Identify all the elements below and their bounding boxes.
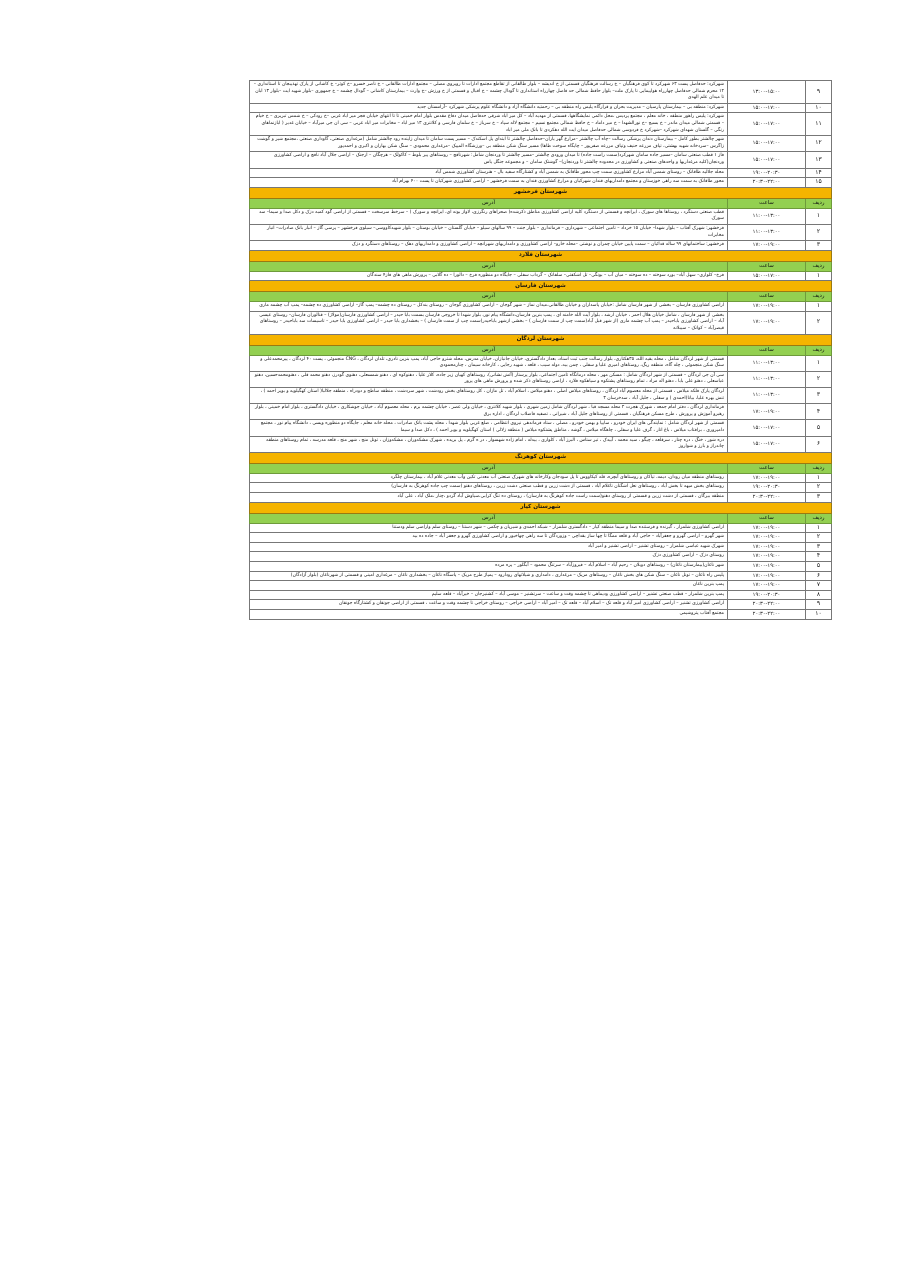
time-slot: ۱۵:۰۰-۱۷:۰۰ [728, 152, 806, 168]
address-cell: قطب صنعتی دستگرد ، روستاها های سورک ، ایرانچه و قسمتی از دستگرد کلیه اراضی کشاورزی مناطق ذکرشده( صحراهای رنگرزی، لاواز بونه ای، ایرانچه و سورک ) – سرخط سرسخت – قسمتی از اراضی گود کمبه دزک و دکل صدا و سیما– سد سورک [250, 208, 728, 224]
row-number: ۱ [806, 473, 832, 483]
table-row [250, 178, 832, 188]
column-header-row [250, 198, 832, 208]
address-cell: اراضی کشاورزی فارسان – بخشی از شهر فارسان شامل :خیابان پاسداران و خیابان طالقانی،میدان نماز – شهر گوجان – اراضی کشاورزی گوجان – روستای بندکل – روستای ده چشمه– پمپ گاز– اراضی کشاورزی ده چشمه– پمپ آب چشمه ماری [250, 302, 728, 312]
row-number: ۱۰ [806, 103, 832, 113]
time-slot: ۱۱:۰۰-۱۳:۰۰ [728, 355, 806, 371]
header-row-number: ردیف [806, 463, 832, 473]
time-slot: ۱۱:۰۰-۱۳:۰۰ [728, 388, 806, 404]
header-row-number: ردیف [806, 261, 832, 271]
time-slot: ۲۰:۳۰-۲۲:۰۰ [728, 492, 806, 502]
column-header-row [250, 345, 832, 355]
table-row [250, 371, 832, 387]
table-row [250, 355, 832, 371]
address-cell: پلیس راه ناغان – تونل ناغان – سنگ شکن های بخش ناغان – روستاهای مزیک – مرغداری ، دامداری و شیلاتهای رودارود – پمپاژ طرح مزیک – پاسگاه ناغان – بخشداری ناغان – مرغداری امینی و قسمتی از شهرناغان (بلوار آزادگان) [250, 571, 728, 581]
header-address: آدرس [250, 513, 728, 523]
header-time: ساعت [728, 345, 806, 355]
time-slot: ۲۰:۳۰-۲۲:۰۰ [728, 178, 806, 188]
address-cell: مجتمع آفتاب پتروشیمی [250, 609, 728, 619]
address-cell: محله جلالیه طاقانک – روستای شمس آباد مزارع کشاورزی سمت چپ محور طاقانک به شمس آباد و کشتارگاه سفید بال – هنرستان کشاورزی شمس آباد [250, 168, 728, 178]
row-number: ۱ [806, 523, 832, 533]
time-slot: ۱۹:۰۰-۲۰:۳۰ [728, 590, 806, 600]
header-row-number: ردیف [806, 292, 832, 302]
header-address: آدرس [250, 463, 728, 473]
row-number: ۱۰ [806, 609, 832, 619]
table-row [250, 533, 832, 543]
address-cell: شهرکرد: منطقه بی – بیمارستان پارسیان – مدیریت بحران و قرارگاه پلیس راه منطقه بی – رحمتیه دانشگاه آزاد و دانشگاه علوم پزشکی شهرکرد –آرامستان جدید [250, 103, 728, 113]
address-cell: قسمتی از شهر لردگان شامل ، محله بقیه الله، ۳۵هکتاری، بلوار رسالت جنب ثبت اسناد، بعداز دادگستری، خیابان جانبازان، خیابان مدرس، محله شترو حاجی آباد، پمپ بنزین نادری، تلدان لردگان ، CNG منجموئی ، پست ۴۰ لردگان ، پیرمحمدعلی و سنگ شکن منجموئی ، چله گاه، منطقه ریگ، روستاهای امیری علیا و سفلی ، چمن بید، دوله سیب ، قلعه ، شهید رجایی ، کارخانه سیمان ، چنارمحمودی [250, 355, 728, 371]
table-row [250, 542, 832, 552]
table-row [250, 561, 832, 571]
section-title: شهرستان فرخشهر [250, 187, 832, 198]
time-slot: ۱۹:۰۰-۲۰:۳۰ [728, 483, 806, 493]
time-slot: ۱۷:۰۰-۱۹:۰۰ [728, 552, 806, 562]
time-slot: ۱۱:۰۰-۱۳:۰۰ [728, 208, 806, 224]
time-slot: ۱۵:۰۰-۱۷:۰۰ [728, 136, 806, 152]
table-row [250, 241, 832, 251]
table-row [250, 81, 832, 104]
address-cell: فرخ– کلواری– سهل آباد– بورد سوخته – ده سوخته – میان آب – بونگی– تل اشکفتی– سلفانک – گرداب سفلی – جایگاه دو منظوره فرخ – دالورا – ده گلابی – پرورش ماهی های فاز۴ سندگان [250, 271, 728, 281]
row-number: ۲ [806, 371, 832, 387]
row-number: ۷ [806, 581, 832, 591]
time-slot: ۱۷:۰۰-۱۹:۰۰ [728, 241, 806, 251]
row-number: ۴ [806, 404, 832, 420]
time-slot: ۱۷:۰۰-۱۹:۰۰ [728, 473, 806, 483]
time-slot: ۱۳:۰۰-۱۵:۰۰ [728, 81, 806, 104]
table-row [250, 388, 832, 404]
row-number: ۱ [806, 302, 832, 312]
time-slot: ۱۱:۰۰-۱۳:۰۰ [728, 224, 806, 240]
column-header-row [250, 463, 832, 473]
row-number: ۳ [806, 241, 832, 251]
address-cell: شهر گهرو – اراضی گهرو و جعفرآباد – حاجی آباد و قلعه ممگا تا چها ساز بقداچی – وزوردگان تا سه راهی چهاخیور و اراضی کشاورزی گهرو و جعفر آباد – جاده ده بید [250, 533, 728, 543]
table-row [250, 492, 832, 502]
row-number: ۳ [806, 492, 832, 502]
section-title: شهرستان کوهرنگ [250, 452, 832, 463]
schedule-table [249, 80, 832, 620]
row-number: ۸ [806, 590, 832, 600]
header-address: آدرس [250, 261, 728, 271]
time-slot: ۱۵:۰۰-۱۷:۰۰ [728, 420, 806, 436]
header-time: ساعت [728, 513, 806, 523]
row-number: ۵ [806, 420, 832, 436]
address-cell: روستاهای بخش میهه تا بخش آباد ، روستاهای نعل اشگنان تاغلام آباد ، قسمتی از دشت زرین و قطب صنعتی دشت زرین ، روستاهای دهنو (سمت چپ جاده کوهرنگ به فارسان) [250, 483, 728, 493]
table-row [250, 311, 832, 334]
time-slot: ۱۷:۰۰-۱۹:۰۰ [728, 523, 806, 533]
time-slot: ۲۰:۳۰-۲۲:۰۰ [728, 609, 806, 619]
time-slot: ۱۵:۰۰-۱۷:۰۰ [728, 103, 806, 113]
row-number: ۹ [806, 600, 832, 610]
header-address: آدرس [250, 345, 728, 355]
table-row [250, 483, 832, 493]
time-slot: ۱۷:۰۰-۱۹:۰۰ [728, 302, 806, 312]
section-title: شهرستان فارسان [250, 281, 832, 292]
address-cell: پمپ بنزین شلمزار – قطب صنعتی تشنیز – اراضی کشاورزی ودیماهی تا چشمه وقت و ساعت – سرتشنیز – موسی آباد – کشنیزجان – خیرآباد – قلعه سلیم [250, 590, 728, 600]
table-row [250, 609, 832, 619]
address-cell: شهر ناغان(بیمارستان ناغان) – روستاهای دوبلان – رحیم آباد – اسلام آباد – فیروزآباد – سرتنگ محمود – آبگلور – پره مرده [250, 561, 728, 571]
address-cell: منطقه بیرگان ، قسمتی از دشت زرین و قسمتی از روستای دهنو(سمت راست جاده کوهرنگ به فارسان) ، روستای ده تنگ کرابی،سیاوش آباد گردو ،چنار ،ملک آباد ، علی آباد [250, 492, 728, 502]
time-slot: ۱۷:۰۰-۱۹:۰۰ [728, 571, 806, 581]
table-row [250, 224, 832, 240]
section-title: شهرستان کیار [250, 502, 832, 513]
time-slot: ۱۹:۰۰-۲۰:۳۰ [728, 168, 806, 178]
row-number: ۴ [806, 552, 832, 562]
section-title: شهرستان فلارد [250, 250, 832, 261]
row-number: ۱۳ [806, 152, 832, 168]
row-number: ۳ [806, 542, 832, 552]
address-cell: سی آن جی لردگان – قسمتی از شهر لردگان شامل : مسکن مهر ، محله درمانگاه تامین اجتماعی، بلوار پرستار (آتش نشانی)، روستاهای کهیان زیر جاده، کلار علیا ، دهنوکوه ای ، دهنو شمسعلی، دهنوی گودرز، دهنو محمد قلی ، دهنومحمدحسین، دهنو عباسعلی ، دهنو علی بابا ، دهنو اله مراد ، تمام روستاهای پشتکوه و سیاهکوه فلارد ، اراضی روستاهای ذکر شده و پرورش ماهی های پرور [250, 371, 728, 387]
row-number: ۲ [806, 533, 832, 543]
address-cell: فرخشهر: شهرک آفتاب – بلوار شهدا– خیابان ۱۵ خرداد – تامین اجتماعی – شهرداری – فرمانداری – بلوار جنت – ۹۹ سالهای سیلو – خیابان گلستان – خیابان بوستان – بلوار شهیدکاووسی– سیلوی فرخشهر – پرسی گاز – انبار بانک صادرات– انبار مخابرات [250, 224, 728, 240]
address-cell: پمپ بنزین ناغان [250, 581, 728, 591]
table-row [250, 302, 832, 312]
table-row [250, 523, 832, 533]
address-cell: شهرکرد: حدفاصل پست ۶۳ شهرکرد تا کوی فرهنگیان – خ رسالت فرهنگیان قسمتی از خ اندیشه – بلوار طالقانی از تقاطع مجتمع ادارات تا رویروی مصلی – مجتمع ادارات طالقانی – خ ناصر خسرو –خ کوثر– خ کاشانی از پارک تهذیبجان تا استانداری – ۱۲ محرم شمالی حدفاصل چهارراه هواپیمایی تا پارک ملت– بلوار حافظ شمالی حد فاصل چهارراه استانداری تا گودال چشمه – خ اقبال و قسمتی از خ ورزش –خ وارث – بیمارستان کاشانی – گودال چشمه – خ جمهوری –بلوار شهید ایت –بلوار ۱۳ ابان تا میدان علم الهدی [250, 81, 728, 104]
table-row [250, 600, 832, 610]
row-number: ۵ [806, 561, 832, 571]
address-cell: شهرک شهید عباسی شلمزار – روستای تشنیز – اراضی تشنیز و امیر آباد [250, 542, 728, 552]
table-row [250, 271, 832, 281]
row-number: ۹ [806, 81, 832, 104]
header-row-number: ردیف [806, 198, 832, 208]
time-slot: ۱۷:۰۰-۱۹:۰۰ [728, 533, 806, 543]
time-slot: ۱۱:۰۰-۱۳:۰۰ [728, 371, 806, 387]
header-address: آدرس [250, 198, 728, 208]
time-slot: ۱۷:۰۰-۱۹:۰۰ [728, 561, 806, 571]
header-time: ساعت [728, 463, 806, 473]
address-cell: روستاهای منطقه میان رودان، دیمه، تیاکان و روستاهای آبچره، قله کیکاووس تا پل سودجان وکارخانه های شهرک صنعتی آب معدنی تکین وآب معدنی غلام آباد ، بیمارستان چلگرد [250, 473, 728, 483]
section-title-row [250, 452, 832, 463]
table-row [250, 168, 832, 178]
row-number: ۱ [806, 208, 832, 224]
address-cell: شهرکرد: پلیس راهور منطقه ، خانه معلم ، مجتمع پردیس ،محل دائمی نمایشگاهها، قسمتی از مهدیه آباد – کل میر اباد شرقی حدفاصل میدان دفاع مقدس بلوار امام خمینی تا تا انتهای خیابان فجر میر اباد غربی –خ رودکی – خ شمس تبریزی – خ خیام – قسمتی شمالی میدان ماندر – خ بسیج –خ نورالشهدا – خ میر داماد – خ حافظ شمالی مجتمع نسیم – مجتمع لاله سپاد – خ سرباز – خ سلمان فارسی و کلانتری ۱۳ میر اباد – مخابرات میر اباد غربی – سی ان جی میرآباد – خیابان غدیر ( ابازنماهای رنگی – گلستان شهدای شهرکرد –شهرکرد خ فردوسی شمالی حدفاصل میدان ایت الله دهکردی تا بانک ملی میر اباد [250, 113, 728, 136]
row-number: ۱۲ [806, 136, 832, 152]
time-slot: ۱۵:۰۰-۱۷:۰۰ [728, 271, 806, 281]
header-time: ساعت [728, 198, 806, 208]
header-row-number: ردیف [806, 513, 832, 523]
row-number: ۲ [806, 483, 832, 493]
outage-schedule-sheet [249, 80, 832, 620]
table-row [250, 473, 832, 483]
table-row [250, 152, 832, 168]
time-slot: ۱۷:۰۰-۱۹:۰۰ [728, 542, 806, 552]
row-number: ۱ [806, 271, 832, 281]
section-title: شهرستان لردگان [250, 334, 832, 345]
header-row-number: ردیف [806, 345, 832, 355]
row-number: ۱۵ [806, 178, 832, 188]
header-time: ساعت [728, 261, 806, 271]
time-slot: ۱۷:۰۰-۱۹:۰۰ [728, 404, 806, 420]
address-cell: روستای دزک – اراضی کشاورزی دزک [250, 552, 728, 562]
header-time: ساعت [728, 292, 806, 302]
section-title-row [250, 334, 832, 345]
column-header-row [250, 261, 832, 271]
row-number: ۶ [806, 571, 832, 581]
section-title-row [250, 187, 832, 198]
address-cell: فرمانداری لردگان ، دفتر امام جمعه ، شهرک هجرت ۲ محله مسجد قبا ، شهر لردگان شامل زمین شهری ، بلوار شهید کلانتری ، خیابان ولی عصر ، خیابان چشمه برم ، محله معصوم آباد ، خیابان جوشکاری ، خیابان دادگستری ، بلوار امام خمینی ، بلوار رهبرو آموزش و پرورش ، طرح مسکن فرهنگیان ، قسمتی از روستاهای جلیل آباد ، شیرانی ، تصفیه فاضلاب لردگان ، اداره برق [250, 404, 728, 420]
address-cell: فرخشهر: ساختمانهای ۹۹ ساله قدائیان – سمت پایین خیابان چمران و نوشتی –محله خارو– اراضی کشاورزی و دامداریهای شهرانچه – اراضی کشاورزی و دامداریهای دهک – روستاهای دستگرد و دزک [250, 241, 728, 251]
address-cell: فاز ۱ قطب صنعتی سامان –مسیر جاده سامان شهرکرد(سمت راست جاده) تا میدان ورودی چالشتر –مسیر چالشتر تا وردنجان شامل: شهرنافچ – روستاهای پیر بلوط – کاکولک – هرچگان – ارجنک – اراضی جلال آباد نافچ و اراضی کشاورزی وردنجان(کلیه مرغداریها و واحدهای صنعتی و کشاورزی در محدوده چالشتر تا وردنجان)– گوشتک سامان – و مجموعه جنگل یاس [250, 152, 728, 168]
table-row [250, 581, 832, 591]
row-number: ۲ [806, 224, 832, 240]
section-title-row [250, 281, 832, 292]
address-cell: محور طاقانک به سمت سه راهی خوزستان و مجتمع دامداریهای قندان شهرکیان و مزارع کشاورزی قندان به سمت فرخشهر – اراضی کشاورزی شهرکیان تا پست ۴۰۰ بهرام آباد [250, 178, 728, 188]
row-number: ۱۱ [806, 113, 832, 136]
row-number: ۲ [806, 311, 832, 334]
time-slot: ۱۷:۰۰-۱۹:۰۰ [728, 311, 806, 334]
time-slot: ۱۷:۰۰-۱۹:۰۰ [728, 581, 806, 591]
table-row [250, 404, 832, 420]
time-slot: ۲۰:۳۰-۲۲:۰۰ [728, 600, 806, 610]
table-row [250, 571, 832, 581]
time-slot: ۱۵:۰۰-۱۷:۰۰ [728, 436, 806, 452]
row-number: ۱۴ [806, 168, 832, 178]
table-row [250, 103, 832, 113]
section-title-row [250, 502, 832, 513]
address-cell: اراضی کشاورزی تشنیز – اراضی کشاورزی امیر آباد و قلعه تک – اسلام آباد – قلعه تک – امیر آباد – اراضی خراجی – روستای خراجی تا چشمه وقت و ساعت ، قسمتی از اراضی جونقان و کشتارگاه جونقان [250, 600, 728, 610]
table-row [250, 113, 832, 136]
address-cell: بخشی از شهر فارسان ، شامل خیابان هلال احمر ، خیابان ارشد ، بلوار آیت الله خامنه ای ، پمپ بنزین فارسان،دانشگاه پیام نور، بلوار شهدا تا خروجی فارسان بسمت بابا حیدر – اراضی کشاورزی فارسان(مولاژ) – قنالوران فارسان– روستای عیسی آباد – اراضی کشاورزی باباحیدر – پمپ آب چشمه ماری (از شهر قبل آباد(سمت چپ از سمت فارسان ) – بخشی ازشهر باباحیدر(سمت چپ از سمت فارسان ) – بخشداری بابا حیدر – اراضی کشاورزی بابا حیدر – تاسیسات سد باباحیدر – روستاهای قیصرآباد – کوانک – سیبلانه [250, 311, 728, 334]
header-address: آدرس [250, 292, 728, 302]
table-row [250, 136, 832, 152]
table-row [250, 552, 832, 562]
column-header-row [250, 513, 832, 523]
time-slot: ۱۵:۰۰-۱۷:۰۰ [728, 113, 806, 136]
table-row [250, 208, 832, 224]
address-cell: دره شور ، خنگ ، دره چنار ، سرقلعه ، چیگو ، سید محمد ، آبیدک ، تیر ستاس ، البرز آباد ، کلواری ، بیدله ، امام زاده شهسوار ، در ه گرم ، پل بریده ، شهرک مشکدوران ، مشکدوزان ، تونل منج ، شهر منج ، قلعه مدرسه ، تمام روستاهای منطقه چاندراز و بارز و شواروز [250, 436, 728, 452]
table-row [250, 590, 832, 600]
section-title-row [250, 250, 832, 261]
table-row [250, 436, 832, 452]
address-cell: اراضی کشاورزی شلمزار ، گیرنده و فرستنده صدا و سیما منطقه کیار – دادگستری شلمزار – شبکه احمدی و شیرپان و چکمی – شهر دستنا – روستای سلم واراضی سلم ودستنا [250, 523, 728, 533]
row-number: ۱ [806, 355, 832, 371]
address-cell: شهر چالشتر بطور کامل – بیمارستان دندان پزشکی رسالت –چاه آب چالشتر –مزارع گهر یاران–حدفاصل چالشتر تا ابتدای پل اسکندک – مسیر پست سامان تا میدان زاینده رود چالشتر شامل (مرغداری صنعتی، گاوداری صنعتی ،مجتمع شیر و گوشت زاگرس –سردخانه شهید بهشتی، تپاف مزرعه حنیف وتپاف مزرعه صفرپور – چایگاه سوخت طاها) مسیر سنگ شکن منطقه بی –ورزشگاه المپیک –مرغداری محمودی – سنگ شکن بهاران و اکبری و احمدپور [250, 136, 728, 152]
column-header-row [250, 292, 832, 302]
table-row [250, 420, 832, 436]
address-cell: قسمتی از شهر لردگان شامل : نمایندگی های ایران خودرو ، سایپا و بهمن خودرو ، مصلی ، ستاد فرماندهی نیروی انتظامی ، ضلع غربی بلوار شهدا ، محله پشت بانک صادرات ، محله خانه معلم ، جایگاه دو منظوره ویسی ، دانشگاه پیام نور ، مجتمع دامپروری ، برافتاب میلاس ، باغ انار ، گرف علیا و سفلی ، چاهگاه میلاس ، گوشه ، مناطق پشتکوه میلاس ( منطقه زلالی ) استان کهگیلویه و بویر احمد ) ، دکل صدا و سیما [250, 420, 728, 436]
address-cell: لردگان پارک فلکه میلاس ، قسمتی از محله معصوم آباد لردگان ، روستاهای میلاس اصلی ، دهنو میلاس ، اسلام آباد ، تل مازان ، کل روستاهای بخش رودشت ، شهر سردشت ، منطقه ساطح و دودراه ، منطقه جلالبا( استان کهگیلویه و بویر احمد ) ، تنش بهره علیا، بیانا(احمدی ) و سفلی ، جلیل آباد ، سدخرسان ۳ [250, 388, 728, 404]
row-number: ۳ [806, 388, 832, 404]
row-number: ۶ [806, 436, 832, 452]
